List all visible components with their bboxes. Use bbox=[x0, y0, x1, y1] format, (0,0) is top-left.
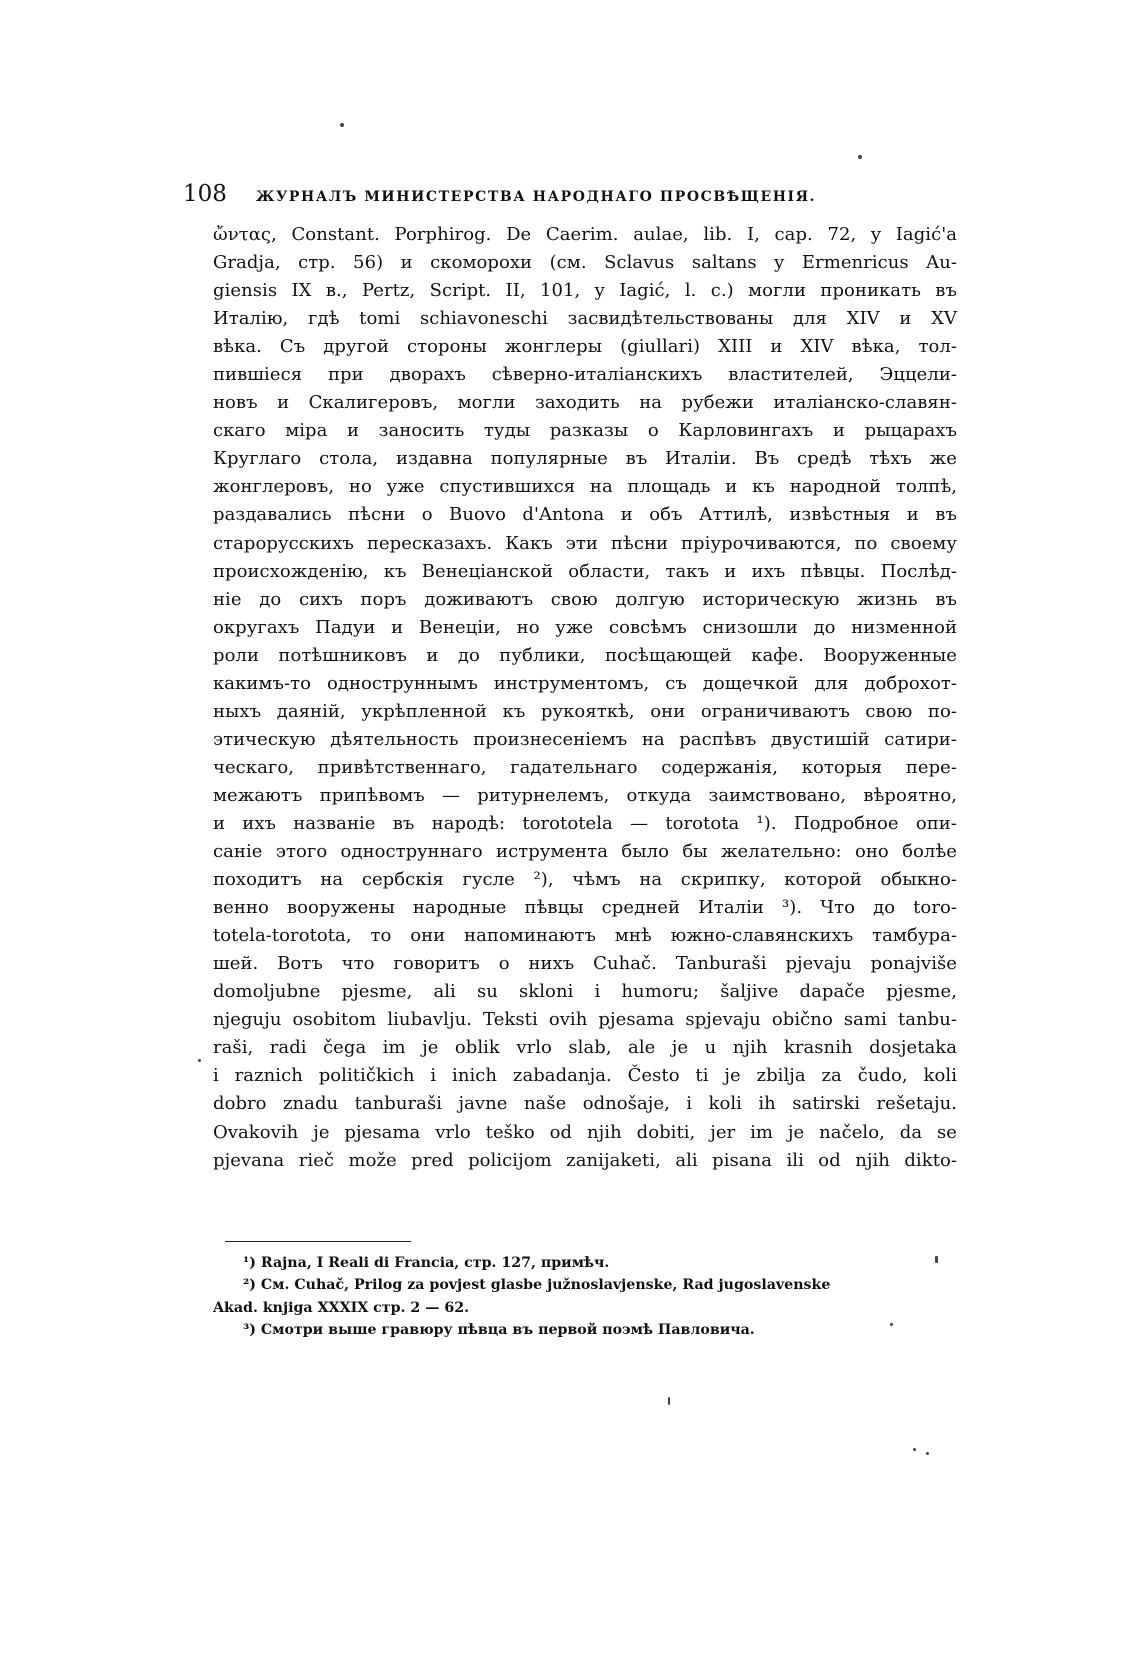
running-head: ЖУРНАЛЪ МИНИСТЕРСТВА НАРОДНАГО ПРОСВѢЩЕНІЯ. bbox=[256, 189, 817, 205]
footnote-rule bbox=[225, 1241, 411, 1242]
text-line: njeguju osobitom liubavlju. Teksti ovih pjesama spjevaju obično sami tanbu- bbox=[213, 1009, 957, 1031]
text-line: новъ и Скалигеровъ, могли заходить на рубежи италіанско-славян- bbox=[213, 392, 957, 414]
text-line: totela-torototа, то они напоминаютъ мнѣ южно-славянскихъ тамбура- bbox=[213, 925, 957, 947]
page-number: 108 bbox=[183, 181, 227, 207]
text-line: раздавались пѣсни о Buovo d'Antona и объ Аттилѣ, извѣстныя и въ bbox=[213, 504, 957, 526]
text-line: i raznich političkich i inich zabadanja. Često ti je zbilja za čudo, koli bbox=[213, 1065, 957, 1087]
text-line: и ихъ названіе въ народѣ: torototela — torototа ¹). Подробное опи- bbox=[213, 812, 957, 834]
text-line: округахъ Падуи и Венеціи, но уже совсѣмъ снизошли до низменной bbox=[213, 616, 957, 638]
text-line: этическую дѣятельность произнесеніемъ на распѣвъ двустишій сатири- bbox=[213, 728, 957, 750]
body-text bbox=[213, 221, 957, 1175]
footnote-2-continued: Akad. knjiga XXXIX стр. 2 — 62. bbox=[213, 1299, 470, 1316]
text-line: походитъ на сербскія гусле ²), чѣмъ на скрипку, которой обыкно- bbox=[213, 869, 957, 891]
text-line: межаютъ припѣвомъ — ритурнелемъ, откуда заимствовано, вѣроятно, bbox=[213, 784, 957, 806]
scan-speck bbox=[198, 1059, 201, 1062]
scan-speck bbox=[340, 123, 344, 127]
scan-speck bbox=[926, 1452, 929, 1455]
text-line: венно вооружены народные пѣвцы средней Италіи ³). Что до toro- bbox=[213, 897, 957, 919]
footnote-2: ²) См. Cuhač, Prilog za povjest glasbe južnoslavjenske, Rad jugoslavenske bbox=[243, 1277, 831, 1294]
text-line: старорусскихъ пересказахъ. Какъ эти пѣсни пріурочиваются, по своему bbox=[213, 532, 957, 554]
text-line: pjevana rieč može pred policijom zanijaketi, ali pisana ili od njih dikto- bbox=[213, 1149, 957, 1171]
text-line: шей. Вотъ что говоритъ о нихъ Cuhač. Tanburaši pjevaju ponajviše bbox=[213, 953, 957, 975]
text-line: Круглаго стола, издавна популярные въ Италіи. Въ средѣ тѣхъ же bbox=[213, 448, 957, 470]
text-line: происхожденію, къ Венеціанской области, такъ и ихъ пѣвцы. Послѣд- bbox=[213, 560, 957, 582]
footnote-1: ¹) Rajna, I Reali di Francia, стр. 127, примѣч. bbox=[243, 1255, 610, 1271]
page-header bbox=[183, 181, 963, 211]
scan-speck bbox=[668, 1397, 670, 1405]
scan-speck bbox=[913, 1448, 916, 1451]
text-line: скаго міра и заносить туды разказы о Карловингахъ и рыцарахъ bbox=[213, 420, 957, 442]
scan-speck bbox=[890, 1323, 893, 1326]
text-line: dobro znadu tanburaši javne naše odnošaje, i koli ih satirski rešetaju. bbox=[213, 1093, 957, 1115]
text-line: domoljubne pjesme, ali su skloni i humoru; šaljive dapače pjesme, bbox=[213, 981, 957, 1003]
text-line: жонглеровъ, но уже спустившихся на площадь и къ народной толпѣ, bbox=[213, 476, 957, 498]
text-line: raši, radi čega im je oblik vrlo slab, ale je u njih krasnih dosjetaka bbox=[213, 1037, 957, 1059]
text-line: ныхъ даяній, укрѣпленной къ рукояткѣ, они ограничиваютъ свою по- bbox=[213, 700, 957, 722]
footnotes bbox=[213, 1252, 961, 1341]
scan-speck bbox=[858, 155, 862, 159]
text-line: ческаго, привѣтственнаго, гадательнаго содержанія, которыя пере- bbox=[213, 756, 957, 778]
text-line: ὤντας, Constant. Porphirog. De Caerim. aulae, lib. I, cap. 72, y Iagić'a bbox=[213, 224, 957, 245]
text-line: какимъ-то однострyннымъ инструментомъ, съ дощечкой для доброхот- bbox=[213, 672, 957, 694]
scan-speck bbox=[935, 1256, 938, 1263]
text-line: Ovakovih je pjesama vrlo teško od njih dobiti, jer im je načelo, da se bbox=[213, 1121, 957, 1143]
footnote-3: ³) Смотри выше гравюру пѣвца въ первой поэмѣ Павловича. bbox=[243, 1321, 755, 1338]
text-line: Италію, гдѣ tomi schiavoneschi засвидѣтельствованы для XIV и XV bbox=[213, 308, 957, 330]
text-line: роли потѣшниковъ и до публики, посѣщающей кафе. Вооруженные bbox=[213, 644, 957, 666]
text-line: giensis IX в., Pertz, Script. II, 101, y Iagić, l. c.) могли проникать въ bbox=[213, 280, 957, 302]
text-line: пившіеся при дворахъ сѣверно-италіанскихъ властителей, Эццели- bbox=[213, 364, 957, 386]
text-line: вѣка. Съ другой стороны жонглеры (giullari) XIII и XIV вѣка, тол- bbox=[213, 336, 957, 358]
text-line: саніе этого однострyннаго иструмента было бы желательно: оно болѣе bbox=[213, 841, 957, 863]
text-line: ніе до сихъ поръ доживаютъ свою долгую историческую жизнь въ bbox=[213, 588, 957, 610]
text-line: Gradja, стр. 56) и скоморохи (см. Sclavus saltans y Ermenricus Au- bbox=[213, 252, 957, 274]
